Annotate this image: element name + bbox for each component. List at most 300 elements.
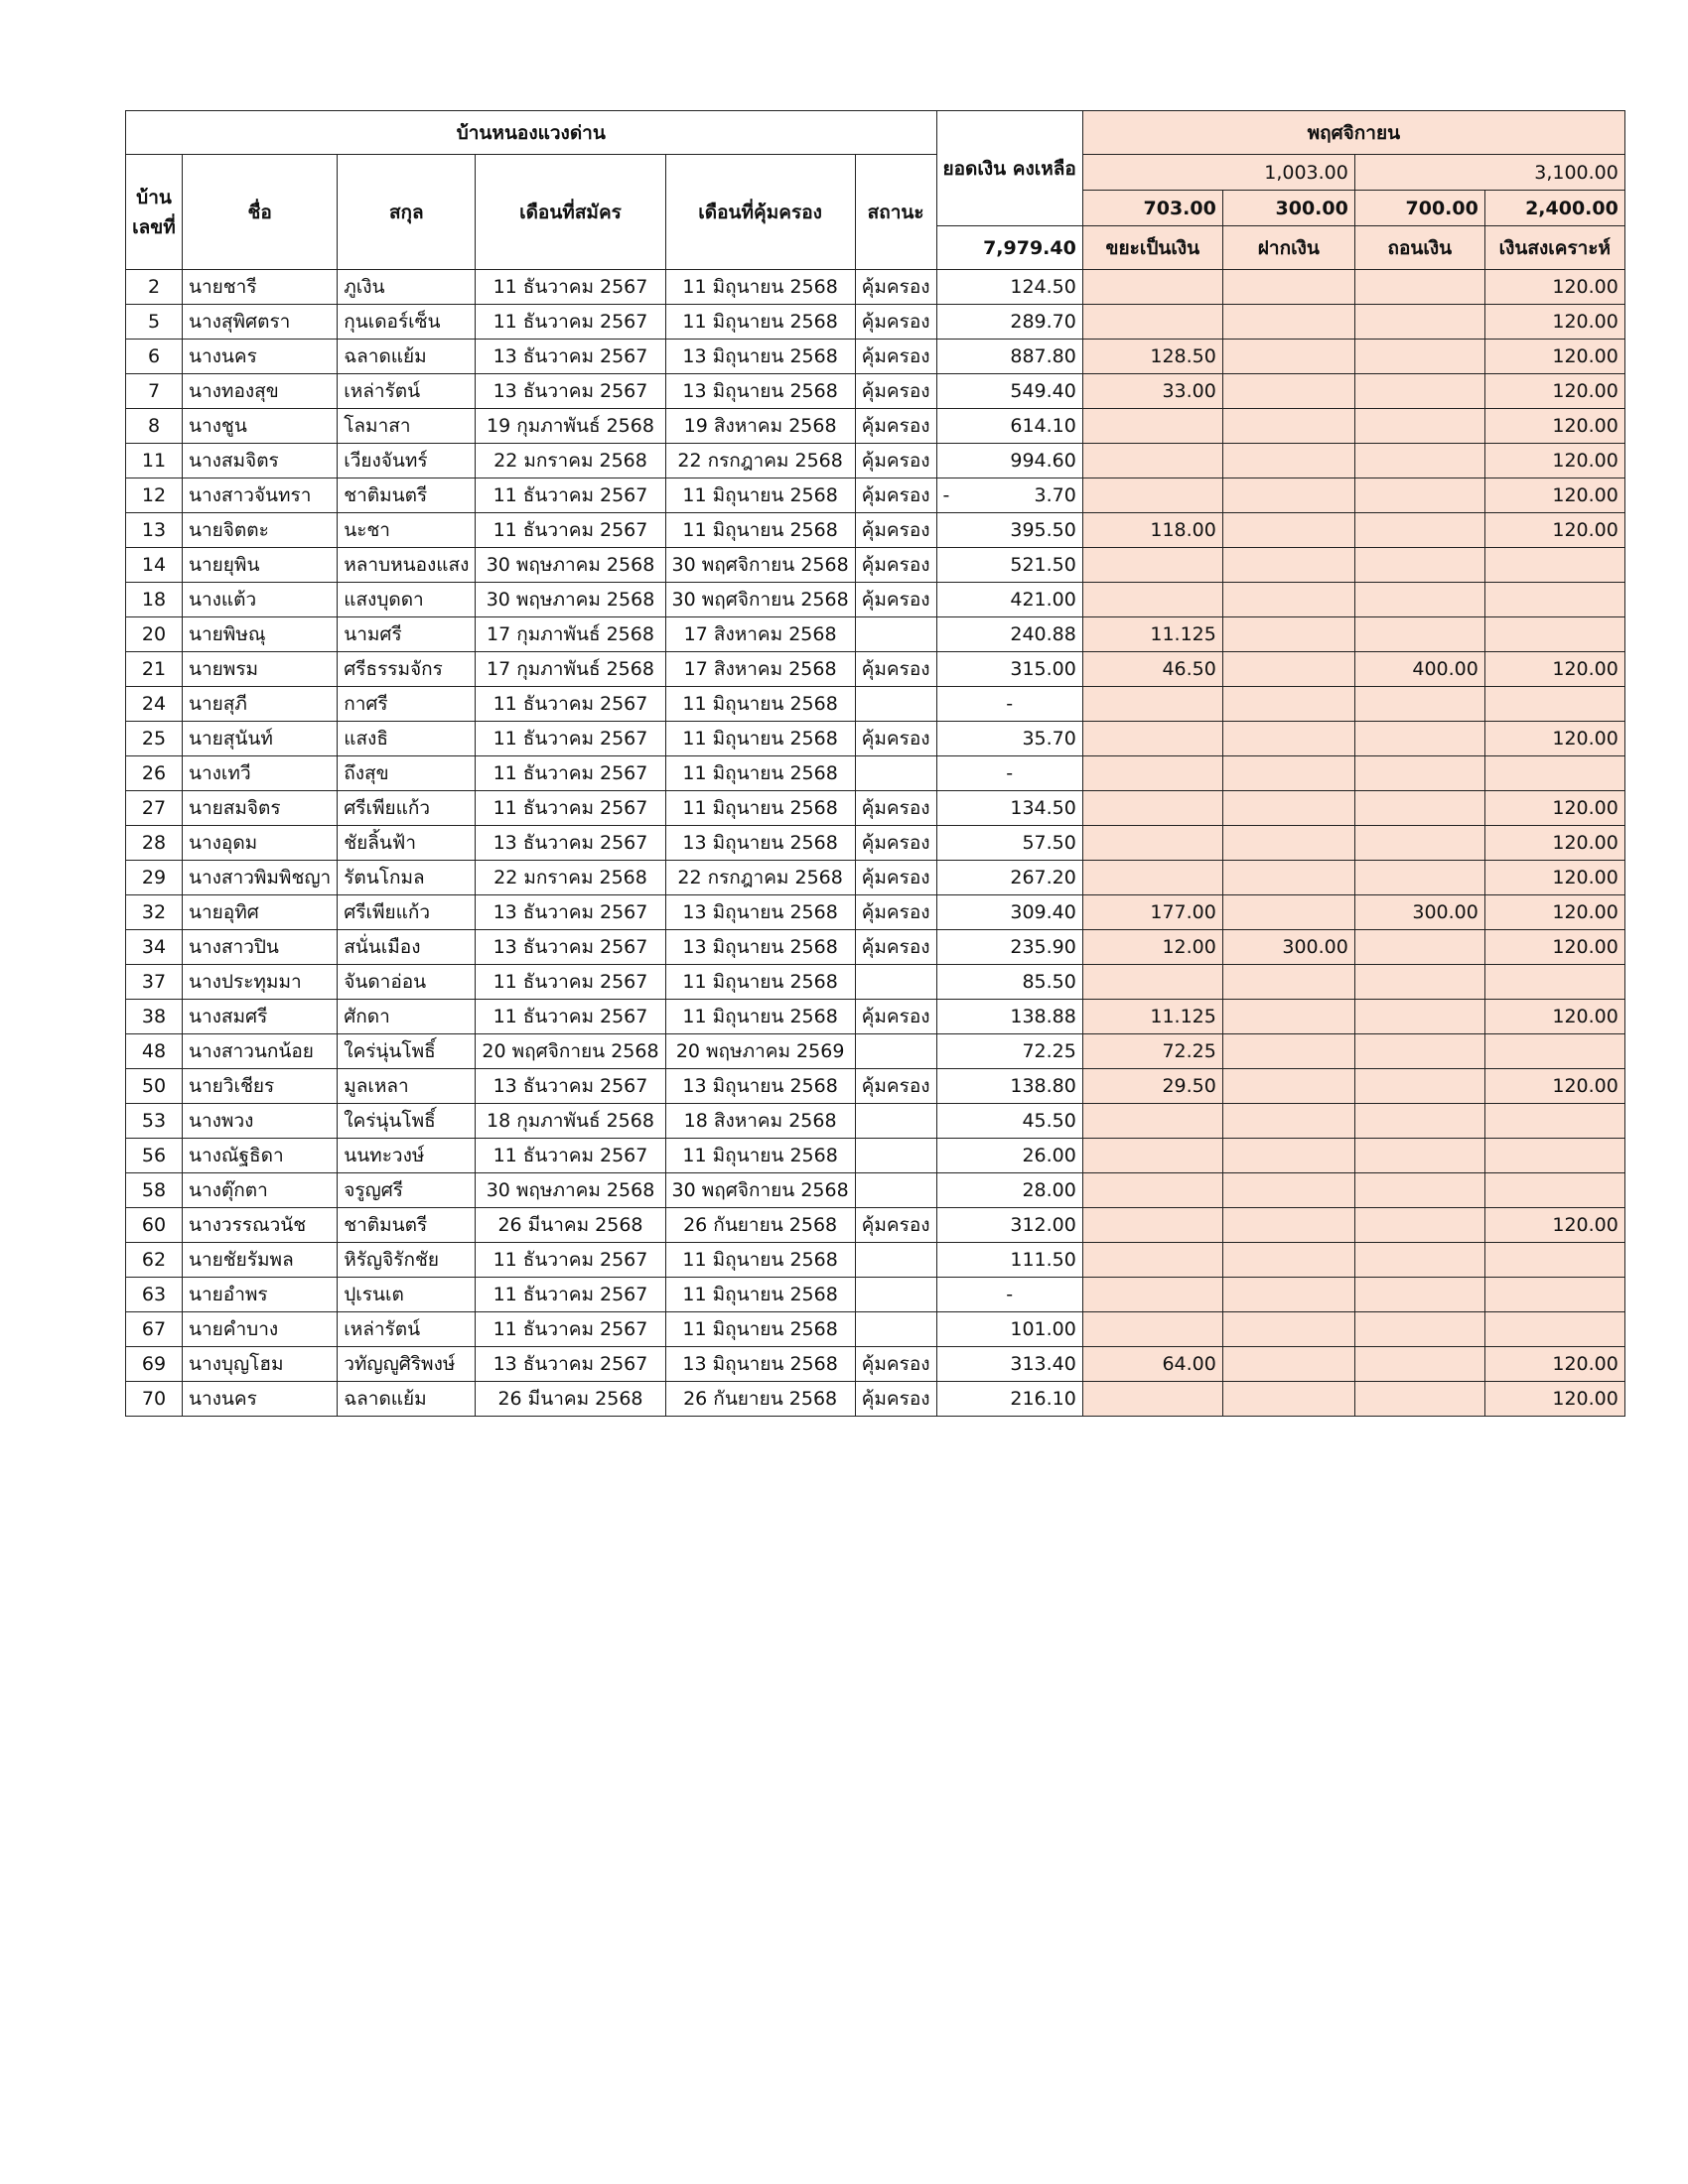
withdraw-value-cell: [1354, 1000, 1484, 1034]
withdraw-value-cell: [1354, 617, 1484, 652]
welfare-value-cell: 120.00: [1484, 652, 1624, 687]
status-cell: คุ้มครอง: [855, 374, 936, 409]
member-surname-cell: วทัญญูศิริพงษ์: [338, 1347, 476, 1382]
protection-month-cell: 19 สิงหาคม 2568: [665, 409, 855, 444]
welfare-value-cell: [1484, 1243, 1624, 1278]
waste-value-cell: [1082, 1208, 1222, 1243]
register-month-cell: 17 กุมภาพันธ์ 2568: [476, 652, 665, 687]
village-title: บ้านหนองแวงด่าน: [126, 111, 937, 155]
balance-cell: 111.50: [936, 1243, 1082, 1278]
status-cell: คุ้มครอง: [855, 722, 936, 756]
balance-cell: 26.00: [936, 1139, 1082, 1173]
member-name-cell: นายสุภี: [183, 687, 338, 722]
register-month-cell: 11 ธันวาคม 2567: [476, 513, 665, 548]
waste-value-cell: 46.50: [1082, 652, 1222, 687]
balance-cell: 994.60: [936, 444, 1082, 478]
member-surname-cell: เวียงจันทร์: [338, 444, 476, 478]
table-row: [126, 548, 1625, 583]
register-month-cell: 30 พฤษภาคม 2568: [476, 1173, 665, 1208]
waste-value-cell: 118.00: [1082, 513, 1222, 548]
withdraw-value-cell: [1354, 1069, 1484, 1104]
table-row: [126, 1069, 1625, 1104]
balance-cell: 72.25: [936, 1034, 1082, 1069]
protection-month-cell: 11 มิถุนายน 2568: [665, 965, 855, 1000]
protection-month-cell: 11 มิถุนายน 2568: [665, 1278, 855, 1312]
member-name-cell: นางสมจิตร: [183, 444, 338, 478]
withdraw-header: ถอนเงิน: [1354, 226, 1484, 270]
house-no-cell: 48: [126, 1034, 183, 1069]
house-no-cell: 60: [126, 1208, 183, 1243]
member-name-cell: นางสมศรี: [183, 1000, 338, 1034]
status-cell: [855, 617, 936, 652]
balance-cell: 887.80: [936, 340, 1082, 374]
protection-month-cell: 22 กรกฎาคม 2568: [665, 861, 855, 895]
balance-cell: 85.50: [936, 965, 1082, 1000]
member-name-cell: นายชารี: [183, 270, 338, 305]
member-surname-cell: ศรีธรรมจักร: [338, 652, 476, 687]
register-month-cell: 13 ธันวาคม 2567: [476, 340, 665, 374]
balance-amount: 3.70: [1034, 484, 1076, 506]
member-name-cell: นางณัฐธิดา: [183, 1139, 338, 1173]
member-name-cell: นางพวง: [183, 1104, 338, 1139]
protection-month-cell: 26 กันยายน 2568: [665, 1208, 855, 1243]
balance-cell: 45.50: [936, 1104, 1082, 1139]
house-no-cell: 25: [126, 722, 183, 756]
deposit-value-cell: [1222, 756, 1354, 791]
balance-cell: -: [936, 687, 1082, 722]
register-month-cell: 11 ธันวาคม 2567: [476, 1139, 665, 1173]
member-name-cell: นางตุ๊กตา: [183, 1173, 338, 1208]
table-row: [126, 1000, 1625, 1034]
deposit-value-cell: [1222, 1069, 1354, 1104]
group2-total: 3,100.00: [1354, 155, 1624, 191]
status-cell: คุ้มครอง: [855, 270, 936, 305]
waste-value-cell: [1082, 1139, 1222, 1173]
balance-cell: 309.40: [936, 895, 1082, 930]
register-month-cell: 11 ธันวาคม 2567: [476, 756, 665, 791]
waste-value-cell: [1082, 756, 1222, 791]
member-name-cell: นางสุพิศตรา: [183, 305, 338, 340]
waste-header: ขยะเป็นเงิน: [1082, 226, 1222, 270]
status-cell: [855, 687, 936, 722]
register-month-cell: 13 ธันวาคม 2567: [476, 1069, 665, 1104]
deposit-value-cell: [1222, 617, 1354, 652]
table-row: [126, 826, 1625, 861]
status-cell: คุ้มครอง: [855, 1347, 936, 1382]
house-no-cell: 11: [126, 444, 183, 478]
register-month-cell: 11 ธันวาคม 2567: [476, 305, 665, 340]
welfare-value-cell: [1484, 965, 1624, 1000]
house-no-cell: 37: [126, 965, 183, 1000]
member-surname-cell: ชาติมนตรี: [338, 478, 476, 513]
member-name-cell: นายยุพิน: [183, 548, 338, 583]
balance-cell: [936, 478, 1082, 513]
house-no-cell: 70: [126, 1382, 183, 1417]
ledger-table: [125, 110, 1625, 1417]
status-cell: [855, 1173, 936, 1208]
register-month-cell: 13 ธันวาคม 2567: [476, 895, 665, 930]
status-cell: คุ้มครอง: [855, 791, 936, 826]
register-month-cell: 30 พฤษภาคม 2568: [476, 583, 665, 617]
welfare-value-cell: 120.00: [1484, 791, 1624, 826]
balance-cell: 395.50: [936, 513, 1082, 548]
waste-value-cell: 29.50: [1082, 1069, 1222, 1104]
house-no-cell: 12: [126, 478, 183, 513]
withdraw-value-cell: [1354, 1034, 1484, 1069]
table-row: [126, 756, 1625, 791]
welfare-value-cell: [1484, 583, 1624, 617]
withdraw-value-cell: [1354, 1243, 1484, 1278]
house-no-cell: 34: [126, 930, 183, 965]
member-surname-cell: กาศรี: [338, 687, 476, 722]
table-row: [126, 1104, 1625, 1139]
member-name-cell: นายคำบาง: [183, 1312, 338, 1347]
table-row: [126, 791, 1625, 826]
welfare-value-cell: 120.00: [1484, 513, 1624, 548]
welfare-value-cell: 120.00: [1484, 1069, 1624, 1104]
member-surname-cell: หลาบหนองแสง: [338, 548, 476, 583]
status-header: สถานะ: [855, 155, 936, 270]
protection-month-cell: 26 กันยายน 2568: [665, 1382, 855, 1417]
waste-value-cell: [1082, 583, 1222, 617]
withdraw-value-cell: [1354, 1173, 1484, 1208]
welfare-value-cell: 120.00: [1484, 826, 1624, 861]
deposit-header: ฝากเงิน: [1222, 226, 1354, 270]
deposit-value-cell: [1222, 478, 1354, 513]
table-row: [126, 1208, 1625, 1243]
welfare-value-cell: [1484, 1104, 1624, 1139]
month-header: พฤศจิกายน: [1082, 111, 1624, 155]
balance-cell: 549.40: [936, 374, 1082, 409]
balance-cell: 216.10: [936, 1382, 1082, 1417]
deposit-value-cell: [1222, 270, 1354, 305]
member-name-cell: นางนคร: [183, 1382, 338, 1417]
member-name-cell: นายจิตตะ: [183, 513, 338, 548]
member-surname-cell: กุนเดอร์เซ็น: [338, 305, 476, 340]
withdraw-value-cell: [1354, 1139, 1484, 1173]
status-cell: คุ้มครอง: [855, 861, 936, 895]
deposit-value-cell: [1222, 1312, 1354, 1347]
register-month-cell: 11 ธันวาคม 2567: [476, 1312, 665, 1347]
deposit-value-cell: [1222, 1208, 1354, 1243]
deposit-value-cell: [1222, 1382, 1354, 1417]
withdraw-value-cell: [1354, 270, 1484, 305]
subtotal-waste: 703.00: [1082, 191, 1222, 226]
waste-value-cell: 11.125: [1082, 617, 1222, 652]
withdraw-value-cell: 300.00: [1354, 895, 1484, 930]
waste-value-cell: [1082, 965, 1222, 1000]
waste-value-cell: [1082, 826, 1222, 861]
table-row: [126, 444, 1625, 478]
house-no-cell: 67: [126, 1312, 183, 1347]
welfare-value-cell: [1484, 756, 1624, 791]
deposit-value-cell: [1222, 1139, 1354, 1173]
status-cell: คุ้มครอง: [855, 478, 936, 513]
balance-cell: 289.70: [936, 305, 1082, 340]
protection-month-cell: 11 มิถุนายน 2568: [665, 513, 855, 548]
member-name-cell: นายวิเชียร: [183, 1069, 338, 1104]
protection-month-cell: 13 มิถุนายน 2568: [665, 340, 855, 374]
balance-cell: 35.70: [936, 722, 1082, 756]
withdraw-value-cell: [1354, 965, 1484, 1000]
withdraw-value-cell: [1354, 1208, 1484, 1243]
member-name-cell: นายสุนันท์: [183, 722, 338, 756]
welfare-value-cell: [1484, 1139, 1624, 1173]
table-row: [126, 1278, 1625, 1312]
waste-value-cell: 64.00: [1082, 1347, 1222, 1382]
deposit-value-cell: [1222, 1243, 1354, 1278]
deposit-value-cell: [1222, 1173, 1354, 1208]
balance-cell: 101.00: [936, 1312, 1082, 1347]
member-name-cell: นางสาวจันทรา: [183, 478, 338, 513]
register-month-cell: 26 มีนาคม 2568: [476, 1382, 665, 1417]
member-surname-cell: โลมาสา: [338, 409, 476, 444]
table-row: [126, 1382, 1625, 1417]
status-cell: [855, 1278, 936, 1312]
deposit-value-cell: [1222, 895, 1354, 930]
register-month-cell: 11 ธันวาคม 2567: [476, 1000, 665, 1034]
balance-cell: -: [936, 1278, 1082, 1312]
deposit-value-cell: [1222, 305, 1354, 340]
waste-value-cell: [1082, 305, 1222, 340]
protection-month-cell: 30 พฤศจิกายน 2568: [665, 548, 855, 583]
protection-month-cell: 13 มิถุนายน 2568: [665, 895, 855, 930]
withdraw-value-cell: [1354, 583, 1484, 617]
table-row: [126, 270, 1625, 305]
status-cell: คุ้มครอง: [855, 1069, 936, 1104]
welfare-value-cell: 120.00: [1484, 1347, 1624, 1382]
member-name-cell: นายชัยรัมพล: [183, 1243, 338, 1278]
balance-cell: 124.50: [936, 270, 1082, 305]
house-no-cell: 26: [126, 756, 183, 791]
protection-month-cell: 18 สิงหาคม 2568: [665, 1104, 855, 1139]
register-month-cell: 11 ธันวาคม 2567: [476, 270, 665, 305]
register-month-cell: 11 ธันวาคม 2567: [476, 478, 665, 513]
balance-cell: 421.00: [936, 583, 1082, 617]
welfare-value-cell: 120.00: [1484, 409, 1624, 444]
member-name-cell: นางอุดม: [183, 826, 338, 861]
withdraw-value-cell: [1354, 1312, 1484, 1347]
house-no-cell: 14: [126, 548, 183, 583]
status-cell: [855, 965, 936, 1000]
member-surname-cell: ฉลาดแย้ม: [338, 1382, 476, 1417]
table-row: [126, 861, 1625, 895]
protection-month-cell: 11 มิถุนายน 2568: [665, 270, 855, 305]
withdraw-value-cell: [1354, 722, 1484, 756]
deposit-value-cell: [1222, 1104, 1354, 1139]
balance-cell: 235.90: [936, 930, 1082, 965]
protection-month-cell: 30 พฤศจิกายน 2568: [665, 583, 855, 617]
waste-value-cell: 72.25: [1082, 1034, 1222, 1069]
welfare-value-cell: [1484, 617, 1624, 652]
register-month-cell: 22 มกราคม 2568: [476, 861, 665, 895]
member-surname-cell: ศรีเพียแก้ว: [338, 895, 476, 930]
register-month-cell: 11 ธันวาคม 2567: [476, 791, 665, 826]
register-month-header: เดือนที่สมัคร: [476, 155, 665, 270]
house-no-cell: 28: [126, 826, 183, 861]
deposit-value-cell: [1222, 687, 1354, 722]
status-cell: คุ้มครอง: [855, 895, 936, 930]
member-name-cell: นางแต้ว: [183, 583, 338, 617]
member-surname-cell: ศรีเพียแก้ว: [338, 791, 476, 826]
welfare-value-cell: [1484, 1278, 1624, 1312]
member-surname-cell: ใคร่นุ่นโพธิ์: [338, 1034, 476, 1069]
waste-value-cell: [1082, 687, 1222, 722]
member-surname-cell: จันดาอ่อน: [338, 965, 476, 1000]
protection-month-cell: 11 มิถุนายน 2568: [665, 1139, 855, 1173]
protection-month-cell: 17 สิงหาคม 2568: [665, 652, 855, 687]
table-row: [126, 722, 1625, 756]
protection-month-cell: 11 มิถุนายน 2568: [665, 722, 855, 756]
house-no-header: บ้าน เลขที่: [126, 155, 183, 270]
protection-month-cell: 11 มิถุนายน 2568: [665, 687, 855, 722]
house-no-cell: 7: [126, 374, 183, 409]
withdraw-value-cell: [1354, 478, 1484, 513]
status-cell: [855, 1139, 936, 1173]
welfare-value-cell: [1484, 687, 1624, 722]
negative-sign: -: [942, 484, 950, 506]
member-name-cell: นายพรม: [183, 652, 338, 687]
status-cell: คุ้มครอง: [855, 409, 936, 444]
waste-value-cell: [1082, 270, 1222, 305]
member-surname-cell: รัตนโกมล: [338, 861, 476, 895]
register-month-cell: 20 พฤศจิกายน 2568: [476, 1034, 665, 1069]
house-no-cell: 2: [126, 270, 183, 305]
balance-cell: 138.80: [936, 1069, 1082, 1104]
subtotal-withdraw: 700.00: [1354, 191, 1484, 226]
waste-value-cell: [1082, 409, 1222, 444]
deposit-value-cell: [1222, 652, 1354, 687]
balance-cell: 138.88: [936, 1000, 1082, 1034]
register-month-cell: 22 มกราคม 2568: [476, 444, 665, 478]
house-no-cell: 27: [126, 791, 183, 826]
waste-value-cell: [1082, 791, 1222, 826]
balance-cell: 240.88: [936, 617, 1082, 652]
member-surname-cell: นนทะวงษ์: [338, 1139, 476, 1173]
withdraw-value-cell: [1354, 1278, 1484, 1312]
member-name-cell: นางประทุมมา: [183, 965, 338, 1000]
balance-header: ยอดเงิน คงเหลือ: [936, 111, 1082, 226]
balance-cell: 312.00: [936, 1208, 1082, 1243]
register-month-cell: 11 ธันวาคม 2567: [476, 1278, 665, 1312]
member-name-cell: นางทองสุข: [183, 374, 338, 409]
status-cell: คุ้มครอง: [855, 583, 936, 617]
waste-value-cell: [1082, 548, 1222, 583]
withdraw-value-cell: [1354, 374, 1484, 409]
table-row: [126, 617, 1625, 652]
member-surname-cell: เหล่ารัตน์: [338, 1312, 476, 1347]
name-header: ชื่อ: [183, 155, 338, 270]
member-surname-cell: สนั่นเมือง: [338, 930, 476, 965]
waste-value-cell: 11.125: [1082, 1000, 1222, 1034]
deposit-value-cell: 300.00: [1222, 930, 1354, 965]
member-name-cell: นายอุทิศ: [183, 895, 338, 930]
house-no-cell: 56: [126, 1139, 183, 1173]
house-no-cell: 53: [126, 1104, 183, 1139]
withdraw-value-cell: [1354, 756, 1484, 791]
status-cell: [855, 1034, 936, 1069]
welfare-value-cell: 120.00: [1484, 1208, 1624, 1243]
status-cell: คุ้มครอง: [855, 513, 936, 548]
protection-month-cell: 13 มิถุนายน 2568: [665, 1069, 855, 1104]
house-no-cell: 29: [126, 861, 183, 895]
deposit-value-cell: [1222, 1347, 1354, 1382]
deposit-value-cell: [1222, 791, 1354, 826]
status-cell: [855, 756, 936, 791]
waste-value-cell: [1082, 1173, 1222, 1208]
withdraw-value-cell: [1354, 444, 1484, 478]
group1-total: 1,003.00: [1082, 155, 1354, 191]
deposit-value-cell: [1222, 1034, 1354, 1069]
status-cell: คุ้มครอง: [855, 930, 936, 965]
status-cell: [855, 1104, 936, 1139]
welfare-value-cell: 120.00: [1484, 444, 1624, 478]
withdraw-value-cell: [1354, 340, 1484, 374]
balance-cell: 267.20: [936, 861, 1082, 895]
member-surname-cell: ศักดา: [338, 1000, 476, 1034]
balance-cell: 28.00: [936, 1173, 1082, 1208]
withdraw-value-cell: 400.00: [1354, 652, 1484, 687]
welfare-value-cell: 120.00: [1484, 861, 1624, 895]
house-no-cell: 8: [126, 409, 183, 444]
welfare-value-cell: [1484, 1034, 1624, 1069]
register-month-cell: 11 ธันวาคม 2567: [476, 722, 665, 756]
table-row: [126, 1243, 1625, 1278]
member-name-cell: นายสมจิตร: [183, 791, 338, 826]
deposit-value-cell: [1222, 340, 1354, 374]
welfare-value-cell: 120.00: [1484, 895, 1624, 930]
surname-header: สกุล: [338, 155, 476, 270]
status-cell: คุ้มครอง: [855, 340, 936, 374]
member-surname-cell: หิรัญจิรักชัย: [338, 1243, 476, 1278]
withdraw-value-cell: [1354, 305, 1484, 340]
protection-month-cell: 11 มิถุนายน 2568: [665, 1000, 855, 1034]
member-surname-cell: แสงธิ: [338, 722, 476, 756]
protection-month-cell: 11 มิถุนายน 2568: [665, 305, 855, 340]
register-month-cell: 13 ธันวาคม 2567: [476, 930, 665, 965]
status-cell: คุ้มครอง: [855, 444, 936, 478]
deposit-value-cell: [1222, 965, 1354, 1000]
member-name-cell: นางเทวี: [183, 756, 338, 791]
welfare-header: เงินสงเคราะห์: [1484, 226, 1624, 270]
balance-total: 7,979.40: [936, 226, 1082, 270]
protection-month-cell: 20 พฤษภาคม 2569: [665, 1034, 855, 1069]
member-name-cell: นายอำพร: [183, 1278, 338, 1312]
protection-month-cell: 11 มิถุนายน 2568: [665, 756, 855, 791]
deposit-value-cell: [1222, 826, 1354, 861]
table-row: [126, 340, 1625, 374]
member-surname-cell: ชัยลิ้นฟ้า: [338, 826, 476, 861]
protection-month-cell: 13 มิถุนายน 2568: [665, 826, 855, 861]
house-no-cell: 69: [126, 1347, 183, 1382]
table-row: [126, 374, 1625, 409]
table-row: [126, 652, 1625, 687]
register-month-cell: 26 มีนาคม 2568: [476, 1208, 665, 1243]
waste-value-cell: [1082, 1243, 1222, 1278]
waste-value-cell: 33.00: [1082, 374, 1222, 409]
table-row: [126, 687, 1625, 722]
house-no-cell: 38: [126, 1000, 183, 1034]
table-row: [126, 583, 1625, 617]
member-surname-cell: ถึงสุข: [338, 756, 476, 791]
welfare-value-cell: 120.00: [1484, 1382, 1624, 1417]
waste-value-cell: [1082, 1104, 1222, 1139]
member-surname-cell: ใคร่นุ่นโพธิ์: [338, 1104, 476, 1139]
protection-month-cell: 22 กรกฎาคม 2568: [665, 444, 855, 478]
member-name-cell: นางสาวพิมพิชญา: [183, 861, 338, 895]
protection-month-cell: 13 มิถุนายน 2568: [665, 930, 855, 965]
house-no-cell: 13: [126, 513, 183, 548]
